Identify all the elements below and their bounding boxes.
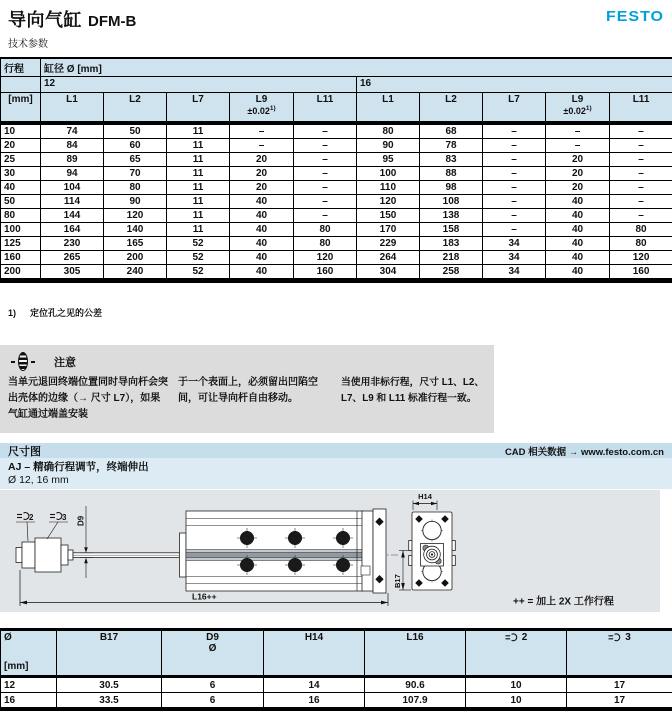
table-cell: 52 [167,237,230,251]
table-cell: 78 [420,139,483,153]
table-cell: – [610,139,672,153]
wrench-flats-icon [608,632,624,643]
table-row [1,58,672,77]
b17-label: B17 [393,574,402,588]
col-header-l2: L2 [420,93,483,124]
table-cell: 10 [466,677,567,693]
table-cell: – [546,123,610,139]
table-cell: 164 [41,223,104,237]
table-cell: 11 [167,139,230,153]
table-cell: 40 [546,223,610,237]
d9-label: D9 [76,515,86,526]
table-row [1,167,672,181]
note-head [8,352,76,371]
col-header-l9 [230,93,294,124]
table-cell: 108 [420,195,483,209]
table-cell: – [230,139,294,153]
table-cell: – [610,153,672,167]
col-header-wrench3 [567,630,672,677]
title-model: DFM-B [88,13,137,30]
title-chinese: 导向气缸 [8,10,82,30]
footnote-ref: 1) [269,105,276,112]
table-cell: 140 [104,223,167,237]
table-cell: 107.9 [365,693,466,710]
table-cell: 95 [357,153,420,167]
footnote-marker: 1) [8,308,17,318]
table-cell: 6 [162,677,264,693]
table-cell: 11 [167,223,230,237]
table-cell: 264 [357,251,420,265]
wrench3-number: 3 [62,513,67,522]
table-cell: 160 [294,265,357,281]
table-row [1,195,672,209]
bore-header: 缸径 Ø [mm] [41,58,672,77]
table-cell: 144 [41,209,104,223]
l9-tolerance: $\pm 0.02^{1)}$ [563,105,592,116]
bore-12-header: 12 [41,77,357,93]
dimensions-table-body [1,677,672,710]
col-header-b17: B17 [57,630,162,677]
table-cell: – [546,139,610,153]
table-cell: 52 [167,251,230,265]
col-header-l7: L7 [167,93,230,124]
table-cell: 230 [41,237,104,251]
table-cell: 110 [357,181,420,195]
table-cell: 17 [567,693,672,710]
table-cell: 200 [104,251,167,265]
l9-label: L9 [255,94,268,105]
dimensions-section-bar [0,443,672,458]
h14-label: H14 [418,492,432,501]
unit-label: [mm] [4,661,29,672]
table-cell: 218 [420,251,483,265]
table-cell: 70 [104,167,167,181]
table-row [1,139,672,153]
table-cell: 11 [167,195,230,209]
d9-diameter-symbol: Ø [208,643,217,654]
table-cell: 14 [264,677,365,693]
table-cell: 20 [1,139,41,153]
table-cell: 20 [230,167,294,181]
table-cell: – [483,139,546,153]
note-column-3: 当使用非标行程，尺寸 L1、L2、L7、L9 和 L11 标准行程一致。 [341,377,485,404]
col-header-l2: L2 [104,93,167,124]
table-cell: 125 [1,237,41,251]
table-cell: 40 [230,223,294,237]
table-row [1,265,672,281]
table-cell: 183 [420,237,483,251]
table-cell: – [483,195,546,209]
table-cell: 50 [1,195,41,209]
table-cell: 160 [1,251,41,265]
spec-table [0,57,672,283]
subtitle: 技术参数 [8,39,48,50]
end-cap [362,511,373,591]
col-header-wrench2 [466,630,567,677]
table-cell: 200 [1,265,41,281]
table-cell: 60 [104,139,167,153]
table-cell: 305 [41,265,104,281]
table-row [1,237,672,251]
table-row [1,153,672,167]
col-header-l11: L11 [294,93,357,124]
col-header-l11: L11 [610,93,672,124]
table-cell: 120 [610,251,672,265]
table-cell: 165 [104,237,167,251]
wrench2-number: 2 [521,632,528,643]
table-cell: 158 [420,223,483,237]
empty-cell [1,77,41,93]
table-cell: 94 [41,167,104,181]
table-cell: 100 [357,167,420,181]
table-cell: – [610,209,672,223]
table-cell: 114 [41,195,104,209]
table-cell: – [610,181,672,195]
note-column-1: 当单元退回终端位置同时导向杆会突出壳体的边缘（→ 尺寸 L7），如果气缸通过端盖安装 [8,377,168,420]
col-header-l7: L7 [483,93,546,124]
table-cell: – [483,223,546,237]
diameter-symbol: Ø [4,632,12,643]
table-cell: 120 [294,251,357,265]
table-cell: – [483,167,546,181]
table-cell: 30 [1,167,41,181]
table-cell: 10 [1,123,41,139]
table-cell: 34 [483,251,546,265]
section-title: 尺寸图 [8,445,41,458]
table-cell: 80 [610,237,672,251]
table-cell: – [294,153,357,167]
table-cell: 25 [1,153,41,167]
table-cell: 104 [41,181,104,195]
end-view [409,512,456,590]
stroke-header: 行程 [1,58,41,77]
table-row [1,223,672,237]
table-cell: – [610,167,672,181]
table-cell: 20 [546,181,610,195]
col-header-l1: L1 [41,93,104,124]
table-cell: 90 [357,139,420,153]
table-cell: 34 [483,265,546,281]
note-icon [8,352,38,371]
table-cell: 40 [230,209,294,223]
table-row [1,93,672,124]
dash-icon [11,361,15,363]
table-cell: 20 [230,153,294,167]
table-cell: 89 [41,153,104,167]
table-cell: 52 [167,265,230,281]
table-cell: 265 [41,251,104,265]
note-column-2: 于一个表面上，必须留出凹陷空间，可让导向杆自由移动。 [178,377,318,404]
table-cell: 40 [546,209,610,223]
table-row [1,77,672,93]
table-cell: 65 [104,153,167,167]
adjuster-sleeve [35,538,61,572]
wrench-flats-icon [505,632,521,643]
spec-table-body [1,123,672,281]
table-cell: 240 [104,265,167,281]
diameter-unit-header [1,630,57,677]
table-row [1,693,672,710]
table-cell: 11 [167,167,230,181]
front-plate [180,533,187,577]
table-cell: 11 [167,153,230,167]
table-cell: 160 [610,265,672,281]
col-header-d9: D9 Ø [162,630,264,677]
table-cell: 12 [1,677,57,693]
wrench3-number: 3 [625,632,631,643]
sizes-label: Ø 12, 16 mm [8,474,69,486]
cad-link[interactable]: CAD 相关数据 → www.festo.com.cn [504,446,664,458]
technical-drawing [0,488,672,616]
lock-nut [22,542,35,568]
note-box [0,345,494,433]
wrench2-number: 2 [29,513,34,522]
table-row [1,251,672,265]
table-cell: 33.5 [57,693,162,710]
col-header-l1: L1 [357,93,420,124]
table-cell: 20 [546,167,610,181]
table-cell: – [294,209,357,223]
stroke-legend: ++ = 加上 2X 工作行程 [513,596,614,608]
table-cell: 80 [610,223,672,237]
table-cell: 11 [167,209,230,223]
table-row [1,181,672,195]
col-header-l16: L16 [365,630,466,677]
table-cell: 40 [230,237,294,251]
table-cell: 34 [483,237,546,251]
table-cell: 80 [104,181,167,195]
table-cell: 84 [41,139,104,153]
dimensions-subheader [0,458,672,489]
table-cell: – [294,195,357,209]
table-cell: 20 [546,153,610,167]
table-row [1,630,672,677]
table-cell: 11 [167,181,230,195]
doc-header [8,6,136,50]
col-header-l9 [546,93,610,124]
table-cell: – [610,123,672,139]
table-cell: 11 [167,123,230,139]
table-cell: 80 [294,223,357,237]
table-cell: 80 [294,237,357,251]
table-cell: 258 [420,265,483,281]
table-cell: 150 [357,209,420,223]
table-cell: – [294,139,357,153]
l9-tolerance: $\pm 0.02^{1)}$ [247,105,276,116]
table-cell: 229 [357,237,420,251]
note-title: 注意 [54,356,76,369]
table-cell: – [294,181,357,195]
unit-header: [mm] [1,93,41,124]
table-cell: 304 [357,265,420,281]
bore-16-header: 16 [357,77,672,93]
table-row [1,123,672,139]
dash-icon [31,361,35,363]
table-cell: 68 [420,123,483,139]
table-cell: 80 [357,123,420,139]
table-cell: 30.5 [57,677,162,693]
table-cell: 6 [162,693,264,710]
table-cell: 120 [357,195,420,209]
table-cell: 88 [420,167,483,181]
footnote-text: 定位孔之见的公差 [30,308,103,318]
page-title [8,6,136,32]
footnote [8,306,102,319]
table-cell: – [483,209,546,223]
col-header-h14: H14 [264,630,365,677]
table-cell: 74 [41,123,104,139]
table-cell: 40 [546,237,610,251]
table-cell: 40 [230,195,294,209]
table-cell: 50 [104,123,167,139]
table-cell: 90 [104,195,167,209]
table-cell: – [230,123,294,139]
table-cell: 120 [104,209,167,223]
table-cell: 80 [1,209,41,223]
variant-label: AJ – 精确行程调节，终端伸出 [8,461,149,473]
table-cell: 40 [1,181,41,195]
table-cell: 40 [230,251,294,265]
table-cell: 40 [230,265,294,281]
table-cell: 17 [567,677,672,693]
table-cell: – [294,167,357,181]
striped-capsule-icon [18,352,28,371]
table-cell: 20 [230,181,294,195]
table-cell: 100 [1,223,41,237]
table-cell: 83 [420,153,483,167]
table-cell: – [483,153,546,167]
table-cell: – [610,195,672,209]
table-cell: 170 [357,223,420,237]
table-row [1,677,672,693]
l16-label: L16++ [192,591,217,602]
festo-logo: FESTO [605,8,664,25]
table-cell: 138 [420,209,483,223]
table-cell: – [483,181,546,195]
table-cell: 16 [264,693,365,710]
table-cell: 40 [546,251,610,265]
table-cell: 10 [466,693,567,710]
footnote-ref: 1) [585,105,592,112]
dimensions-table [0,628,672,711]
table-cell: 40 [546,265,610,281]
table-cell: 16 [1,693,57,710]
table-cell: 98 [420,181,483,195]
table-cell: 40 [546,195,610,209]
table-row [1,209,672,223]
l9-label: L9 [571,94,584,105]
table-cell: – [483,123,546,139]
table-cell: 90.6 [365,677,466,693]
table-cell: – [294,123,357,139]
